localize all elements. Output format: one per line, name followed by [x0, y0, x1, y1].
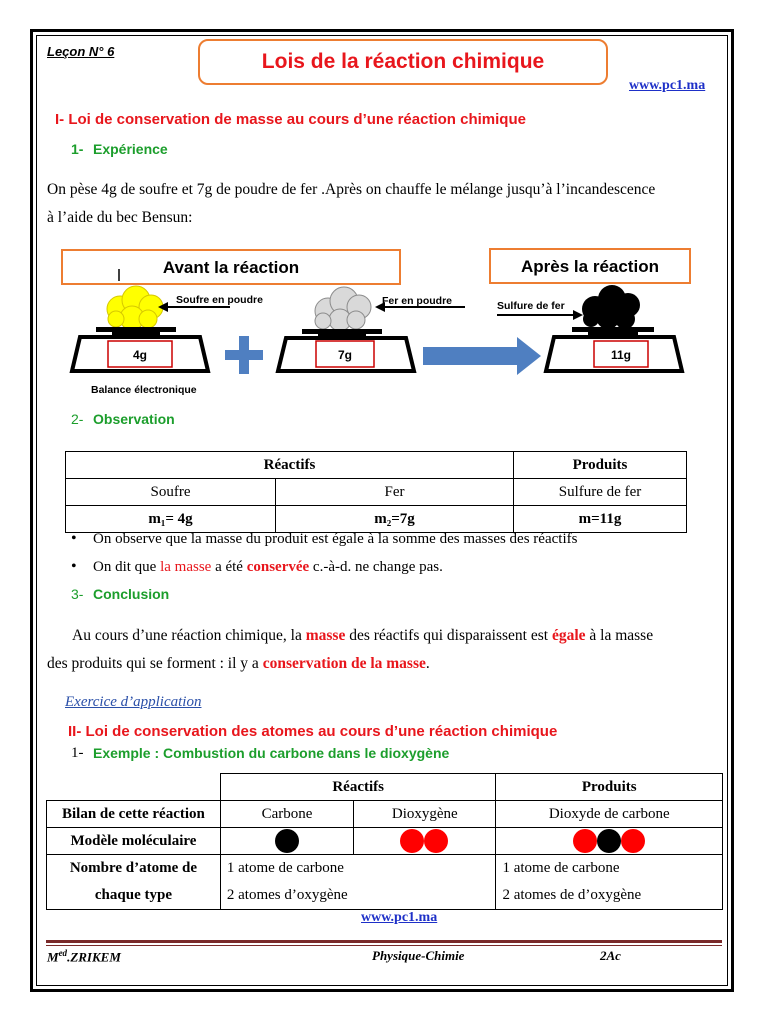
carbon-atom-icon: [272, 828, 302, 854]
conclusion-line-1: [72, 622, 653, 650]
atoms-table-reactifs-count: [220, 855, 496, 910]
author-sup: ed: [58, 948, 68, 958]
carbon-model-cell: [220, 828, 353, 855]
dioxygen-molecule-icon: [398, 828, 452, 854]
mass-table-m: m=11g: [514, 506, 687, 533]
nombre-line-1: Nombre d’atome de: [69, 860, 198, 876]
concl-masse: masse: [305, 627, 346, 644]
concl-conservation: conservation de la masse: [262, 655, 426, 672]
bullet-2-la-masse: la masse: [160, 559, 212, 575]
footer-rule-thin: [46, 945, 722, 946]
weight-3: 11g: [610, 348, 632, 362]
experience-label: Expérience: [93, 141, 168, 157]
produits-count-line-2: 2 atomes de d’oxygène: [502, 887, 642, 903]
footer-rule-thick: [46, 940, 722, 943]
page-title-text: Lois de la réaction chimique: [261, 50, 545, 73]
balance-label: Balance électronique: [91, 384, 197, 396]
mass-table-soufre: Soufre: [66, 479, 276, 506]
section-1-heading: I- Loi de conservation de masse au cours d’une réaction chimique: [55, 111, 526, 128]
observation-bullet-2: [93, 559, 443, 576]
concl-1e: à la masse: [585, 627, 654, 644]
atoms-table-empty: [47, 774, 221, 801]
atoms-table-dioxyde: Dioxyde de carbone: [496, 801, 723, 828]
example-label: Exemple : Combustion du carbone dans le dioxygène: [93, 745, 450, 761]
intro-line-1: On pèse 4g de soufre et 7g de poudre de fer .Après on chauffe le mélange jusqu’à l’incandescence: [47, 181, 656, 198]
iron-label: Fer en poudre: [382, 295, 453, 307]
footer-level: 2Ac: [600, 948, 621, 963]
page-title: [198, 39, 608, 85]
carbon-dioxide-molecule-icon: [571, 828, 647, 854]
concl-egale: égale: [551, 627, 586, 644]
weight-2: 7g: [337, 348, 353, 362]
nombre-line-2: chaque type: [94, 887, 172, 903]
bullet-2-conservee: conservée: [246, 559, 310, 575]
atoms-table-produits-header: Produits: [496, 774, 723, 801]
conclusion-line-2: [47, 650, 430, 678]
experiment-figure: [50, 245, 700, 405]
observation-bullet-1: • On observe que la masse du produit est égale à la somme des masses des réactifs: [93, 531, 577, 548]
mass-table-m2: m₂=7g: [276, 506, 514, 533]
site-link-bottom[interactable]: www.pc1.ma: [361, 910, 438, 925]
exercise-link[interactable]: Exercice d’application: [65, 694, 202, 710]
mass-table-produits-header: Produits: [514, 452, 687, 479]
produits-count-line-1: 1 atome de carbone: [502, 860, 620, 876]
footer-subject: Physique-Chimie: [372, 948, 465, 963]
bullet-2-text-c: a été: [211, 559, 247, 575]
conclusion-number: 3-: [71, 586, 84, 602]
atoms-table-produits-count: [496, 855, 723, 910]
footer-author: [47, 948, 121, 965]
section-2-heading: II- Loi de conservation des atomes au cours d’une réaction chimique: [68, 723, 558, 740]
atoms-table-carbone: Carbone: [220, 801, 353, 828]
lesson-number: Leçon N° 6: [47, 44, 115, 59]
concl-2a: des produits qui se forment : il y a: [47, 655, 263, 672]
concl-2c: .: [425, 655, 430, 672]
atoms-table: [46, 773, 723, 910]
atoms-table-nombre: [47, 855, 221, 910]
intro-line-2: à l’aide du bec Bensun:: [47, 209, 193, 226]
before-reaction-label: Avant la réaction: [162, 258, 300, 277]
example-number: 1-: [71, 745, 84, 761]
mass-table-fer: Fer: [276, 479, 514, 506]
mass-table-m1: m₁= 4g: [66, 506, 276, 533]
mass-table-sulfure: Sulfure de fer: [514, 479, 687, 506]
author-initial: M: [47, 949, 59, 965]
author-name: .ZRIKEM: [67, 949, 121, 965]
sulfide-label: Sulfure de fer: [497, 300, 565, 312]
iron-sulfide-icon: [582, 285, 640, 329]
atoms-table-bilan: Bilan de cette réaction: [47, 801, 221, 828]
oxygen-model-cell: [354, 828, 496, 855]
concl-1c: des réactifs qui disparaissent est: [345, 627, 552, 644]
weight-1: 4g: [132, 348, 148, 362]
iron-powder-icon: [315, 287, 371, 331]
atoms-table-dioxygene: Dioxygène: [354, 801, 496, 828]
bullet-2-text-a: On dit que: [93, 559, 161, 575]
reactifs-count-line-2: 2 atomes d’oxygène: [226, 887, 348, 903]
reaction-arrow-icon: [423, 337, 541, 375]
reactifs-count-line-1: 1 atome de carbone: [226, 860, 344, 876]
bullet-2-text-e: c.-à-d. ne change pas.: [309, 559, 443, 575]
atoms-table-reactifs-header: Réactifs: [220, 774, 496, 801]
concl-1a: Au cours d’une réaction chimique, la: [72, 627, 306, 644]
sulfide-arrow-head: [573, 310, 583, 320]
sulfur-label: Soufre en poudre: [176, 294, 263, 306]
mass-table: [65, 451, 687, 533]
conclusion-label: Conclusion: [93, 586, 170, 602]
experience-number: 1-: [71, 141, 84, 157]
site-link-top[interactable]: www.pc1.ma: [629, 78, 706, 93]
sulfur-powder-icon: [107, 286, 163, 330]
observation-number: 2-: [71, 411, 84, 427]
atoms-table-modele: Modèle moléculaire: [47, 828, 221, 855]
observation-label: Observation: [93, 411, 175, 427]
plus-icon: [225, 336, 263, 374]
after-reaction-label: Après la réaction: [521, 257, 659, 276]
co2-model-cell: [496, 828, 723, 855]
mass-table-reactifs-header: Réactifs: [66, 452, 514, 479]
